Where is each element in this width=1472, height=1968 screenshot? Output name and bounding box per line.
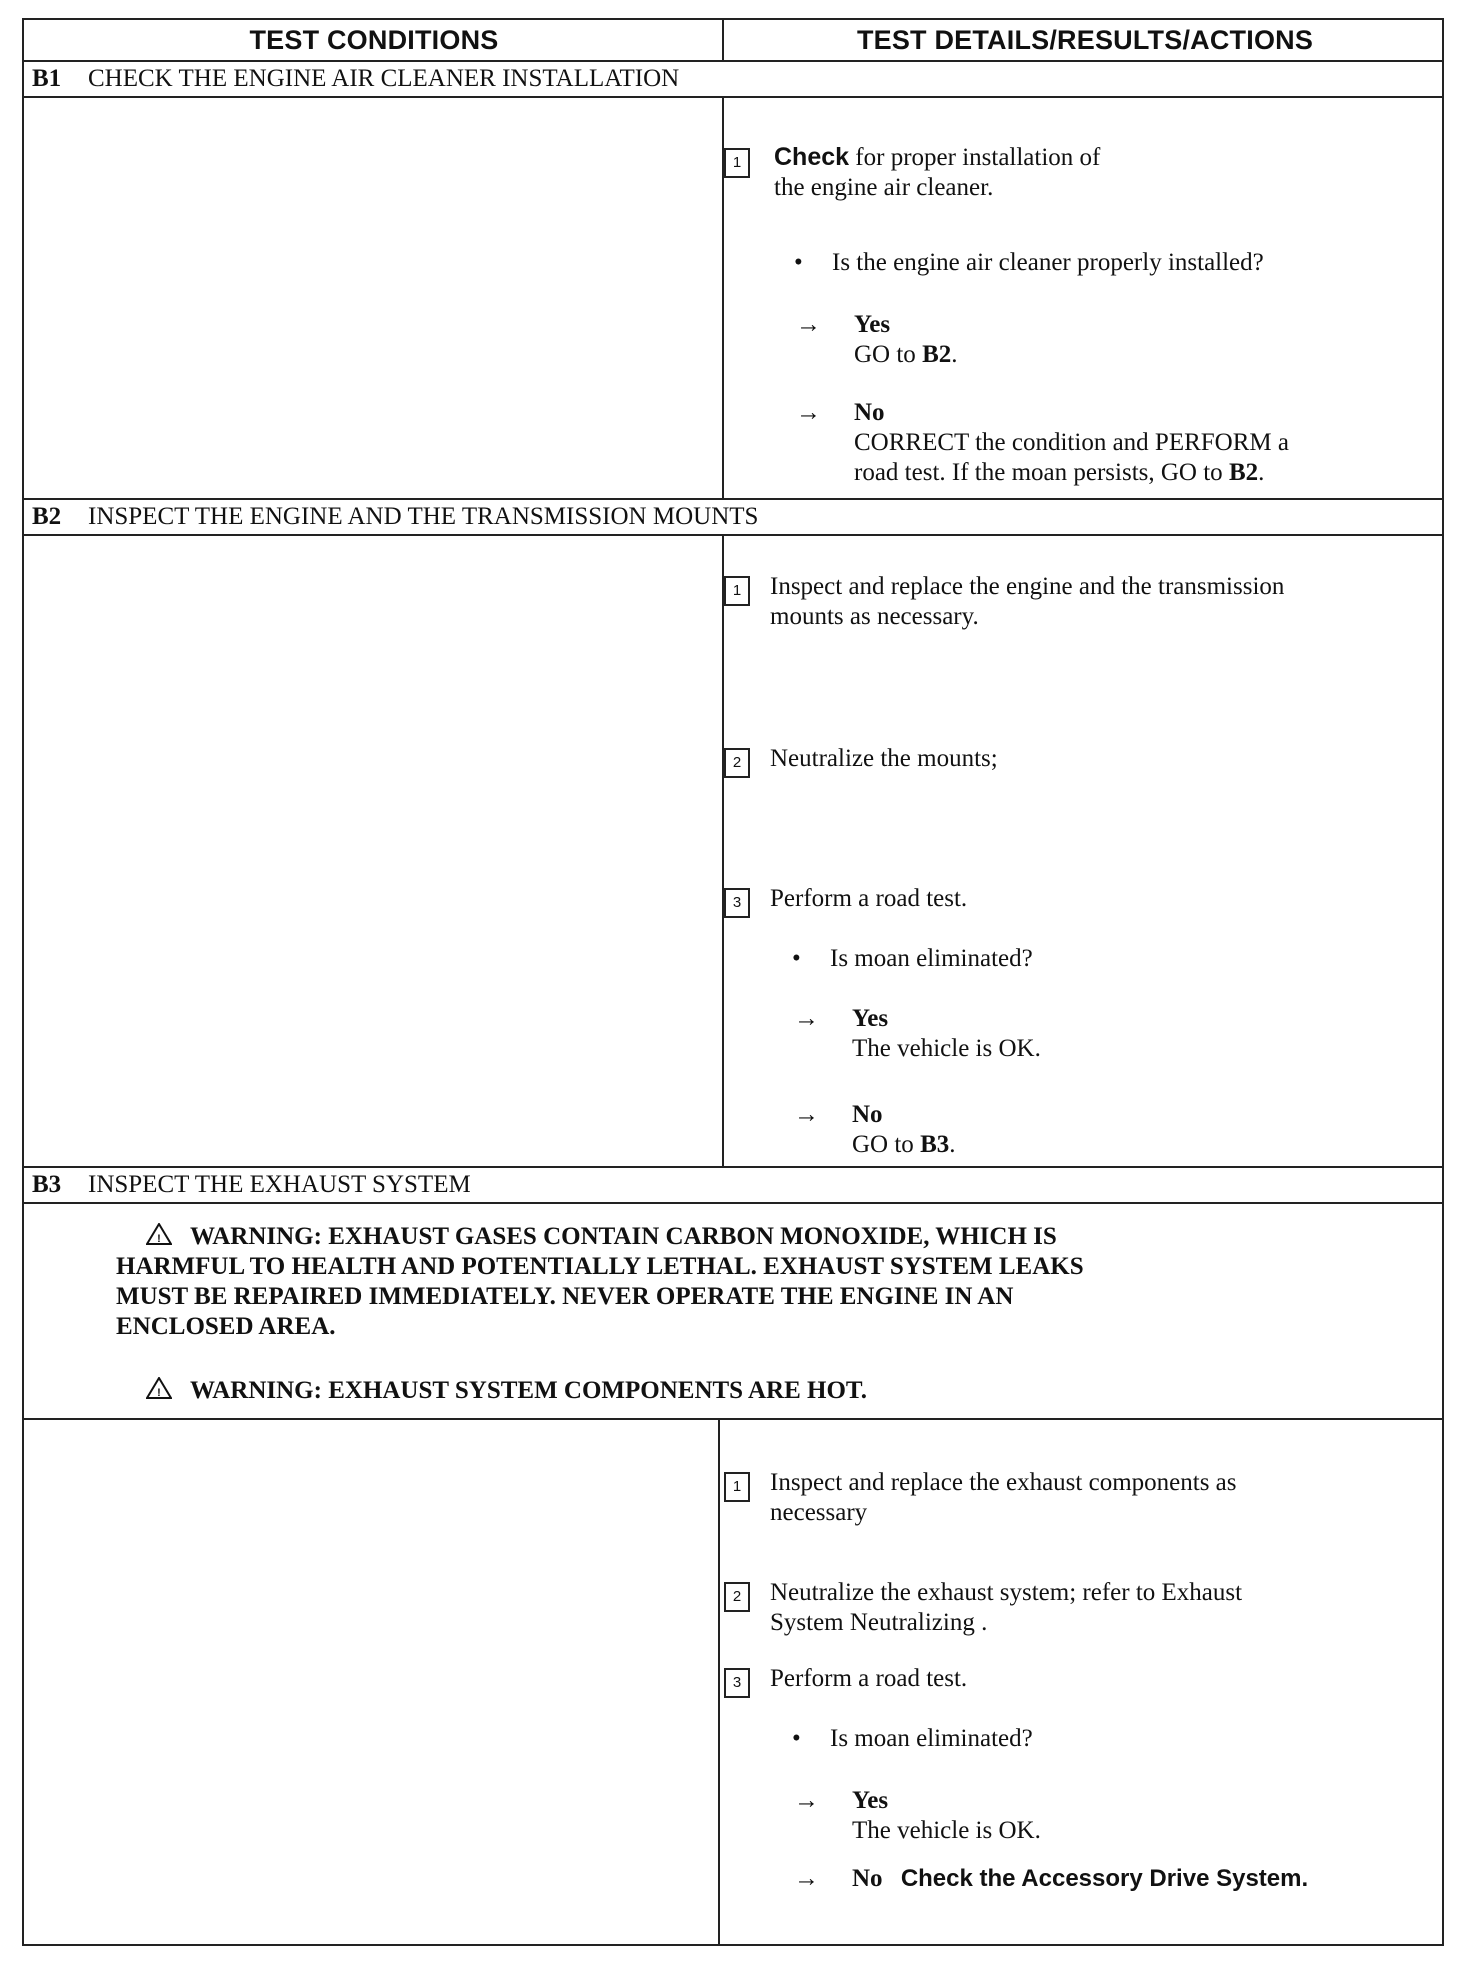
svg-text:!: !	[157, 1387, 161, 1399]
diagnostic-table	[22, 18, 1444, 1946]
arrow-icon: →	[796, 399, 821, 426]
question	[794, 248, 1264, 278]
section-b3-title	[32, 1168, 471, 1202]
step-keyword: Check	[774, 143, 850, 171]
section-b1-title-row	[24, 60, 1442, 96]
no-action: Check the Accessory Drive System.	[900, 1865, 1309, 1892]
section-b3-title-row	[24, 1166, 1442, 1202]
section-b3-warnings	[24, 1202, 1442, 1418]
section-b3-body	[24, 1418, 1442, 1946]
yes-action: GO to B2.	[854, 341, 958, 368]
column-divider	[722, 96, 724, 498]
arrow-icon: →	[796, 311, 821, 338]
header-test-details: TEST DETAILS/RESULTS/ACTIONS	[856, 24, 1314, 55]
bullet-icon: •	[794, 249, 803, 276]
no-label: No	[854, 399, 885, 426]
warning-carbon-monoxide: ! WARNING: EXHAUST GASES CONTAIN CARBON MONOXIDE, WHICH IS HARMFUL TO HEALTH AND POTENTIALLY LETHAL. EXHAUST SYSTEM LEAKS MUST BE REPAIRED IMMEDIATELY. NEVER OPERATE THE ENGINE IN AN ENCLOSED AREA.	[116, 1223, 1084, 1340]
section-b2-body	[24, 534, 1442, 1166]
section-title-text: INSPECT THE EXHAUST SYSTEM	[88, 1171, 471, 1198]
yes-label: Yes	[854, 311, 891, 338]
no-label: No	[852, 1101, 883, 1128]
section-id: B2	[32, 503, 62, 530]
step-number: 3	[724, 888, 750, 918]
question-text: Is moan eliminated?	[830, 1725, 1033, 1752]
section-title-text: CHECK THE ENGINE AIR CLEANER INSTALLATION	[88, 65, 680, 92]
yes-branch	[796, 310, 1396, 370]
arrow-icon: →	[794, 1101, 819, 1128]
header-test-conditions: TEST CONDITIONS	[249, 24, 499, 55]
section-b1-title	[32, 62, 679, 96]
bullet-icon: •	[792, 1725, 801, 1752]
no-branch	[794, 1864, 1434, 1896]
no-branch	[794, 1100, 1394, 1160]
step-text: Neutralize the mounts;	[770, 745, 998, 772]
bullet-icon: •	[792, 945, 801, 972]
section-id: B3	[32, 1171, 62, 1198]
warning-hot-components: ! WARNING: EXHAUST SYSTEM COMPONENTS ARE HOT.	[146, 1376, 1346, 1406]
yes-branch	[794, 1786, 1394, 1846]
yes-branch	[794, 1004, 1394, 1064]
no-action-line: road test. If the moan persists, GO to B2.	[854, 459, 1265, 486]
no-label: No	[852, 1865, 883, 1892]
question	[792, 944, 1033, 974]
step-number: 2	[724, 748, 750, 778]
step-text: Inspect and replace the engine and the transmission mounts as necessary.	[770, 573, 1285, 630]
yes-label: Yes	[852, 1005, 889, 1032]
no-action: GO to B3.	[852, 1131, 956, 1158]
no-action-line: CORRECT the condition and PERFORM a	[854, 429, 1289, 456]
yes-label: Yes	[852, 1787, 889, 1814]
section-b1-body	[24, 96, 1442, 498]
column-divider	[718, 1418, 720, 1946]
step-text-part: for proper installation of	[849, 144, 1101, 171]
step-number: 1	[724, 1472, 750, 1502]
warning-triangle-icon	[146, 1223, 172, 1245]
arrow-icon: →	[794, 1865, 819, 1892]
warning-triangle-icon	[146, 1377, 172, 1399]
no-branch	[796, 398, 1436, 490]
arrow-icon: →	[794, 1787, 819, 1814]
yes-action: The vehicle is OK.	[852, 1817, 1041, 1844]
svg-text:!: !	[157, 1233, 161, 1245]
question-text: Is moan eliminated?	[830, 945, 1033, 972]
step-text: Perform a road test.	[770, 1665, 968, 1692]
step-number: 1	[724, 576, 750, 606]
step-number: 3	[724, 1668, 750, 1698]
arrow-icon: →	[794, 1005, 819, 1032]
step-text: Inspect and replace the exhaust components as necessary	[770, 1469, 1237, 1526]
section-id: B1	[32, 65, 62, 92]
step-number: 2	[724, 1582, 750, 1612]
column-divider	[722, 534, 724, 1166]
question	[792, 1724, 1033, 1754]
section-title-text: INSPECT THE ENGINE AND THE TRANSMISSION MOUNTS	[88, 503, 759, 530]
yes-action: The vehicle is OK.	[852, 1035, 1041, 1062]
step-number: 1	[724, 148, 750, 178]
section-b2-title-row	[24, 498, 1442, 534]
step-text-part: the engine air cleaner.	[774, 174, 994, 201]
step-text: Perform a road test.	[770, 885, 968, 912]
question-text: Is the engine air cleaner properly installed?	[832, 249, 1264, 276]
section-b2-title	[32, 500, 758, 534]
step-text	[774, 142, 1100, 203]
column-divider	[722, 20, 724, 60]
step-text: Neutralize the exhaust system; refer to Exhaust System Neutralizing .	[770, 1579, 1243, 1636]
